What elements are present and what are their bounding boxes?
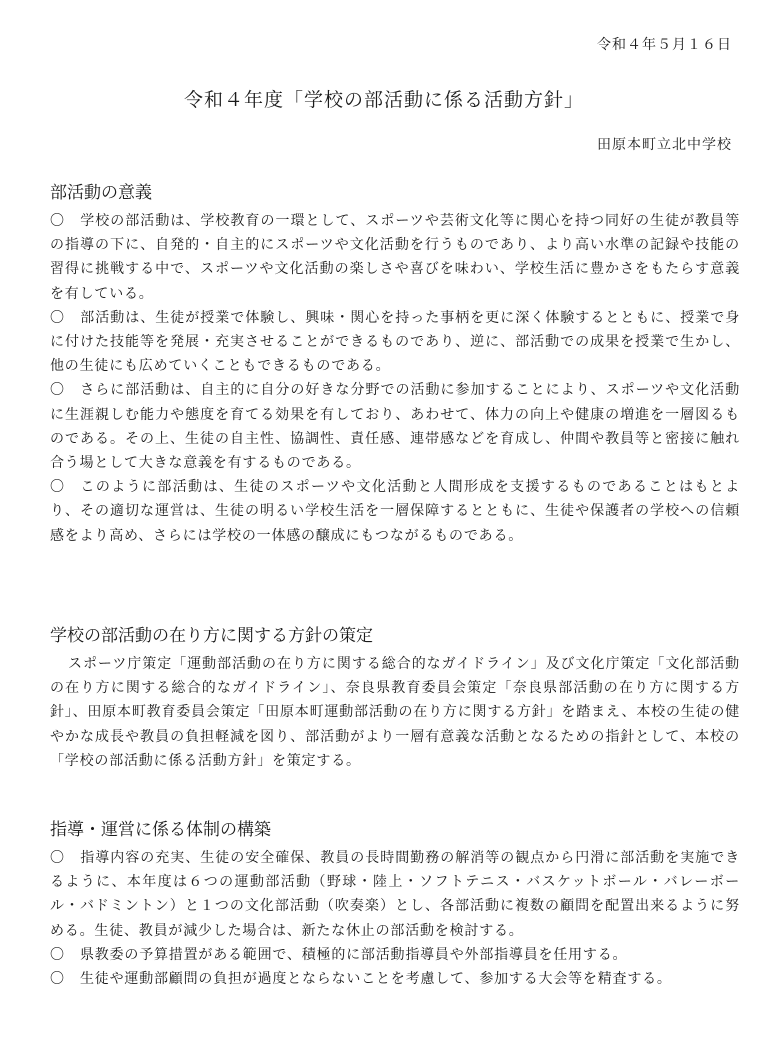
item-text: 生徒や運動部顧問の負担が過度とならないことを考慮して、参加する大会等を精査する。 <box>80 971 672 988</box>
document-title: 令和４年度「学校の部活動に係る活動方針」 <box>183 89 584 111</box>
list-item <box>50 306 740 379</box>
list-item <box>50 846 740 943</box>
section-significance <box>50 180 740 548</box>
item-text: このように部活動は、生徒のスポーツや文化活動と人間形成を支援するものであることはもとより、その適切な運営は、生徒の明るい学校生活を一層保障するとともに、生徒や保護者の学校への信頼感をより高め、さらには学校の一体感の醸成にもつながるものである。 <box>50 479 740 544</box>
list-item <box>50 475 740 548</box>
section-heading: 部活動の意義 <box>50 183 152 203</box>
bullet-mark: 〇 <box>50 382 65 399</box>
section-paragraph: スポーツ庁策定「運動部活動の在り方に関する総合的なガイドライン」及び文化庁策定「文化部活動の在り方に関する総合的なガイドライン」、奈良県教育委員会策定「奈良県部活動の在り方に関する方針」、田原本町教育委員会策定「田原本町運動部活動の在り方に関する方針」を踏まえ、本校の生徒の健やかな成長や教員の負担軽減を図り、部活動がより一層有意義な活動となるための指針として、本校の「学校の部活動に係る活動方針」を策定する。 <box>50 656 740 769</box>
list-item <box>50 943 740 967</box>
bullet-mark: 〇 <box>50 213 65 229</box>
section-heading: 学校の部活動の在り方に関する方針の策定 <box>50 626 373 646</box>
item-text: 学校の部活動は、学校教育の一環として、スポーツや芸術文化等に関心を持つ同好の生徒が教員等の指導の下に、自発的・自主的にスポーツや文化活動を行うものであり、より高い水準の記録や技能の習得に挑戦する中で、スポーツや文化活動の楽しさや喜びを味わい、学校生活に豊かさをもたらす意義を有している。 <box>50 213 740 302</box>
list-item <box>50 378 740 475</box>
list-item <box>50 209 740 306</box>
bullet-mark: 〇 <box>50 946 65 963</box>
bullet-mark: 〇 <box>50 309 65 326</box>
item-text: 部活動は、生徒が授業で体験し、興味・関心を持った事柄を更に深く体験するとともに、授業で身に付けた技能等を発展・充実させることができるものであり、逆に、部活動での成果を授業で生かし、他の生徒にも広めていくこともできるものである。 <box>50 309 740 375</box>
bullet-mark: 〇 <box>50 479 65 496</box>
section-heading: 指導・運営に係る体制の構築 <box>50 820 271 840</box>
section-policy-formulation <box>50 623 740 773</box>
item-text: さらに部活動は、自主的に自分の好きな分野での活動に参加することにより、スポーツや文化活動に生涯親しむ能力や態度を育てる効果を有しており、あわせて、体力の向上や健康の増進を一層図るものである。その上、生徒の自主性、協調性、責任感、連帯感などを育成し、仲間や教員等と密接に触れ合う場として大きな意義を有するものである。 <box>50 382 740 472</box>
document-date: 令和４年５月１６日 <box>597 37 732 53</box>
school-name: 田原本町立北中学校 <box>597 137 732 153</box>
item-text: 指導内容の充実、生徒の安全確保、教員の長時間勤務の解消等の観点から円滑に部活動を実施できるように、本年度は６つの運動部活動（野球・陸上・ソフトテニス・バスケットボール・バレーボール・バドミントン）と１つの文化部活動（吹奏楽）とし、各部活動に複数の顧問を配置出来るように努める。生徒、教員が減少した場合は、新たな休止の部活動を検討する。 <box>50 850 740 939</box>
item-text: 県教委の予算措置がある範囲で、積極的に部活動指導員や外部指導員を任用する。 <box>80 946 628 963</box>
bullet-mark: 〇 <box>50 850 65 866</box>
bullet-mark: 〇 <box>50 971 65 988</box>
list-item <box>50 967 740 991</box>
section-management-structure <box>50 817 740 991</box>
